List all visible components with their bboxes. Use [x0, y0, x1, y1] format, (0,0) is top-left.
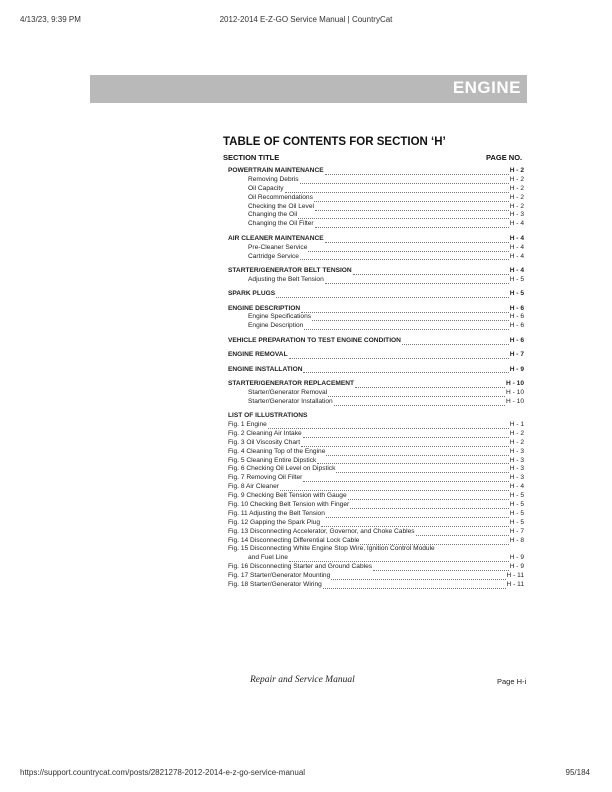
- illustration-entry-page: H - 11: [506, 581, 524, 589]
- dot-leader: [276, 291, 509, 298]
- illustration-entry-page: H - 3: [509, 447, 524, 455]
- dot-leader: [323, 582, 506, 589]
- toc-section-label: POWERTRAIN MAINTENANCE: [228, 167, 324, 174]
- illustration-entry-page: H - 3: [509, 456, 524, 464]
- illustration-entry: [228, 492, 524, 501]
- toc-subsection-label: Adjusting the Belt Tension: [248, 275, 324, 283]
- toc-subsection-page: H - 6: [509, 313, 524, 321]
- toc-section: [228, 305, 524, 314]
- toc-subsection: [228, 313, 524, 322]
- page-no-header: PAGE NO.: [486, 153, 523, 162]
- dot-leader: [328, 390, 505, 397]
- dot-leader: [308, 245, 508, 252]
- toc-subsection: [228, 194, 524, 203]
- illustration-entry-page: H - 5: [509, 492, 524, 500]
- dot-leader: [298, 212, 509, 219]
- dot-leader: [353, 268, 509, 275]
- dot-leader: [334, 399, 505, 406]
- illustration-entry-page: H - 5: [509, 501, 524, 508]
- illustration-entry-label: Fig. 13 Disconnecting Accelerator, Governor, and Choke Cables: [228, 527, 415, 535]
- dot-leader: [300, 253, 509, 260]
- illustration-entry-page: H - 5: [509, 518, 524, 526]
- toc-section: [228, 235, 524, 244]
- illustration-entry: [228, 457, 524, 466]
- dot-leader: [350, 502, 509, 509]
- print-page-title: 2012-2014 E-Z-GO Service Manual | CountryCat: [219, 15, 393, 24]
- toc-subsection-label: Starter/Generator Removal: [248, 388, 328, 396]
- illustration-entry-continued: [228, 554, 524, 563]
- toc-subsection-label: Removing Debris: [248, 175, 299, 183]
- footer-page-number: Page H-i: [497, 677, 527, 686]
- toc-section: [228, 290, 524, 299]
- illustration-entry: [228, 501, 524, 510]
- toc-subsection: [228, 398, 524, 407]
- dot-leader: [373, 564, 509, 571]
- toc-subsection-label: Cartridge Service: [248, 252, 299, 260]
- dot-leader: [402, 338, 509, 345]
- illustration-entry-label: Fig. 16 Disconnecting Starter and Ground Cables: [228, 563, 373, 571]
- illustration-entry: [228, 528, 524, 537]
- illustration-entry-page: H - 7: [509, 527, 524, 535]
- toc-subsection-page: H - 10: [506, 388, 524, 396]
- dot-leader: [315, 204, 509, 211]
- toc-section: [228, 167, 524, 176]
- dot-leader: [289, 352, 509, 359]
- illustration-entry-label: Fig. 11 Adjusting the Belt Tension: [228, 509, 325, 517]
- illustration-entry: [228, 439, 524, 448]
- toc-subsection: [228, 276, 524, 285]
- toc-section-label: ENGINE DESCRIPTION: [228, 304, 301, 312]
- toc-subsection-page: H - 2: [509, 175, 524, 183]
- dot-leader: [300, 177, 509, 184]
- toc-title: TABLE OF CONTENTS FOR SECTION ‘H’: [223, 136, 446, 148]
- dot-leader: [268, 422, 509, 429]
- illustration-entry: [228, 537, 524, 546]
- toc-section-page: H - 10: [506, 379, 524, 387]
- dot-leader: [326, 449, 508, 456]
- toc-subsection-page: H - 5: [509, 275, 524, 283]
- toc-section-label: STARTER/GENERATOR REPLACEMENT: [228, 379, 355, 387]
- toc-subsection: [228, 220, 524, 229]
- toc-section-page: H - 4: [509, 266, 524, 274]
- illustration-entry-page: H - 3: [509, 474, 524, 482]
- dot-leader: [314, 195, 509, 202]
- illustration-entry-page: H - 4: [509, 483, 524, 491]
- dot-leader: [325, 277, 509, 284]
- toc-section: [228, 267, 524, 276]
- illustration-entry-page: H - 2: [509, 429, 524, 437]
- toc-subsection-label: Engine Specifications: [248, 313, 312, 321]
- dot-leader: [301, 440, 509, 447]
- illustration-entry: [228, 421, 524, 430]
- illustration-entry-page: H - 1: [509, 420, 524, 428]
- print-timestamp: 4/13/23, 9:39 PM: [20, 15, 81, 24]
- illustration-entry-label: Fig. 18 Starter/Generator Wiring: [228, 581, 322, 589]
- illustration-entry-label: Fig. 12 Gapping the Spark Plug: [228, 518, 321, 526]
- print-url: https://support.countrycat.com/posts/2821278-2012-2014-e-z-go-service-manual: [20, 768, 306, 777]
- dot-leader: [285, 186, 509, 193]
- toc-subsection-label: Checking the Oil Level: [248, 202, 314, 210]
- toc-subsection: [228, 253, 524, 262]
- toc-subsection-label: Oil Capacity: [248, 184, 284, 192]
- toc-section-page: H - 9: [509, 365, 524, 373]
- toc-subsection-label: Changing the Oil Filter: [248, 220, 314, 228]
- illustration-entry: [228, 465, 524, 474]
- toc-section-page: H - 6: [509, 304, 524, 312]
- toc-subsection-label: Starter/Generator Installation: [248, 397, 333, 405]
- illustration-entry: [228, 581, 524, 590]
- toc-subsection-page: H - 2: [509, 193, 524, 201]
- toc-subsection-page: H - 4: [509, 243, 524, 251]
- dot-leader: [303, 475, 508, 482]
- toc-subsection-label: Oil Recommendations: [248, 193, 313, 201]
- toc-section-label: SPARK PLUGS: [228, 290, 276, 298]
- dot-leader: [315, 221, 509, 228]
- toc-section-label: STARTER/GENERATOR BELT TENSION: [228, 266, 352, 274]
- illustration-entry: [228, 572, 524, 581]
- illustration-entry-continued-page: H - 9: [509, 554, 524, 562]
- toc-subsection-label: Engine Description: [248, 322, 304, 330]
- dot-leader: [355, 381, 505, 388]
- section-banner: [90, 75, 527, 103]
- dot-leader: [301, 306, 509, 313]
- illustration-entry-label: Fig. 15 Disconnecting White Engine Stop Wire, Ignition Control Module: [228, 545, 435, 553]
- dot-leader: [303, 431, 509, 438]
- illustration-entry: [228, 545, 524, 554]
- toc-section: [228, 366, 524, 375]
- illustration-entry-page: H - 5: [509, 509, 524, 517]
- illustration-entry: [228, 448, 524, 457]
- toc-subsection-page: H - 2: [509, 202, 524, 210]
- illustration-entry-page: H - 9: [509, 563, 524, 571]
- dot-leader: [326, 511, 509, 518]
- illustration-entry-label: Fig. 14 Disconnecting Differential Lock Cable: [228, 536, 360, 544]
- dot-leader: [325, 236, 509, 243]
- toc-subsection-page: H - 4: [509, 252, 524, 260]
- dot-leader: [289, 555, 509, 562]
- toc-subsection: [228, 244, 524, 253]
- illustration-entry-label: Fig. 10 Checking Belt Tension with Finger: [228, 501, 350, 508]
- toc-section-label: ENGINE INSTALLATION: [228, 365, 303, 373]
- illustrations-heading: LIST OF ILLUSTRATIONS: [228, 412, 308, 420]
- toc-section-page: H - 6: [509, 336, 524, 344]
- toc-subsection: [228, 322, 524, 331]
- illustration-entry: [228, 563, 524, 572]
- toc-section-page: H - 4: [509, 234, 524, 242]
- toc-subsection-page: H - 3: [509, 211, 524, 219]
- toc-section: [228, 351, 524, 360]
- illustration-entry: [228, 483, 524, 492]
- section-title-header: SECTION TITLE: [223, 153, 280, 162]
- illustration-entry-label: Fig. 8 Air Cleaner: [228, 483, 279, 491]
- toc-subsection-page: H - 10: [506, 397, 524, 405]
- dot-leader: [280, 484, 509, 491]
- toc-subsection-label: Pre-Cleaner Service: [248, 243, 308, 251]
- illustration-entry: [228, 510, 524, 519]
- illustration-entry-page: H - 2: [509, 438, 524, 446]
- toc-section-page: H - 5: [509, 290, 524, 298]
- illustration-entry-label: Fig. 9 Checking Belt Tension with Gauge: [228, 492, 347, 500]
- toc-section-page: H - 2: [509, 167, 524, 174]
- dot-leader: [331, 573, 505, 580]
- dot-leader: [312, 314, 509, 321]
- illustration-entry: [228, 430, 524, 439]
- illustration-entry-label: Fig. 5 Cleaning Entire Dipstick: [228, 456, 317, 464]
- illustration-entry-label: Fig. 6 Checking Oil Level on Dipstick: [228, 465, 336, 473]
- dot-leader: [303, 366, 508, 373]
- toc-section-page: H - 7: [509, 351, 524, 359]
- banner-title: ENGINE: [452, 78, 521, 97]
- toc-section-label: VEHICLE PREPARATION TO TEST ENGINE CONDITION: [228, 336, 401, 344]
- toc-section-label: AIR CLEANER MAINTENANCE: [228, 234, 324, 242]
- illustration-entry-label: Fig. 2 Cleaning Air Intake: [228, 429, 302, 437]
- print-page-counter: 95/184: [565, 768, 590, 777]
- illustration-entry-continued-label: and Fuel Line: [248, 554, 288, 562]
- toc-section: [228, 337, 524, 346]
- toc-subsection-label: Changing the Oil: [248, 211, 298, 219]
- illustration-entry-label: Fig. 7 Removing Oil Filter: [228, 474, 303, 482]
- illustration-entry-label: Fig. 1 Engine: [228, 420, 267, 428]
- toc-list: [228, 167, 524, 590]
- toc-subsection: [228, 211, 524, 220]
- toc-subsection: [228, 389, 524, 398]
- illustration-entry-page: H - 3: [509, 465, 524, 473]
- footer-manual-title: Repair and Service Manual: [250, 675, 355, 685]
- illustration-entry-label: Fig. 17 Starter/Generator Mounting: [228, 572, 331, 580]
- toc-subsection: [228, 176, 524, 185]
- dot-leader: [348, 493, 509, 500]
- dot-leader: [325, 168, 509, 175]
- illustration-entry-page: H - 11: [506, 572, 524, 580]
- dot-leader: [360, 538, 508, 545]
- dot-leader: [321, 520, 509, 527]
- dot-leader: [336, 466, 508, 473]
- toc-subsection-page: H - 6: [509, 322, 524, 330]
- illustration-entry-label: Fig. 3 Oil Viscosity Chart: [228, 438, 301, 446]
- toc-section-label: ENGINE REMOVAL: [228, 351, 288, 359]
- dot-leader: [304, 323, 508, 330]
- illustration-entry: [228, 519, 524, 528]
- toc-subsection: [228, 185, 524, 194]
- dot-leader: [317, 457, 508, 464]
- toc-subsection: [228, 203, 524, 212]
- toc-section: [228, 380, 524, 389]
- illustration-entry: [228, 474, 524, 483]
- toc-subsection-page: H - 2: [509, 184, 524, 192]
- illustration-entry-page: H - 8: [509, 536, 524, 544]
- illustration-entry-label: Fig. 4 Cleaning Top of the Engine: [228, 447, 326, 455]
- toc-subsection-page: H - 4: [509, 220, 524, 228]
- dot-leader: [416, 529, 509, 536]
